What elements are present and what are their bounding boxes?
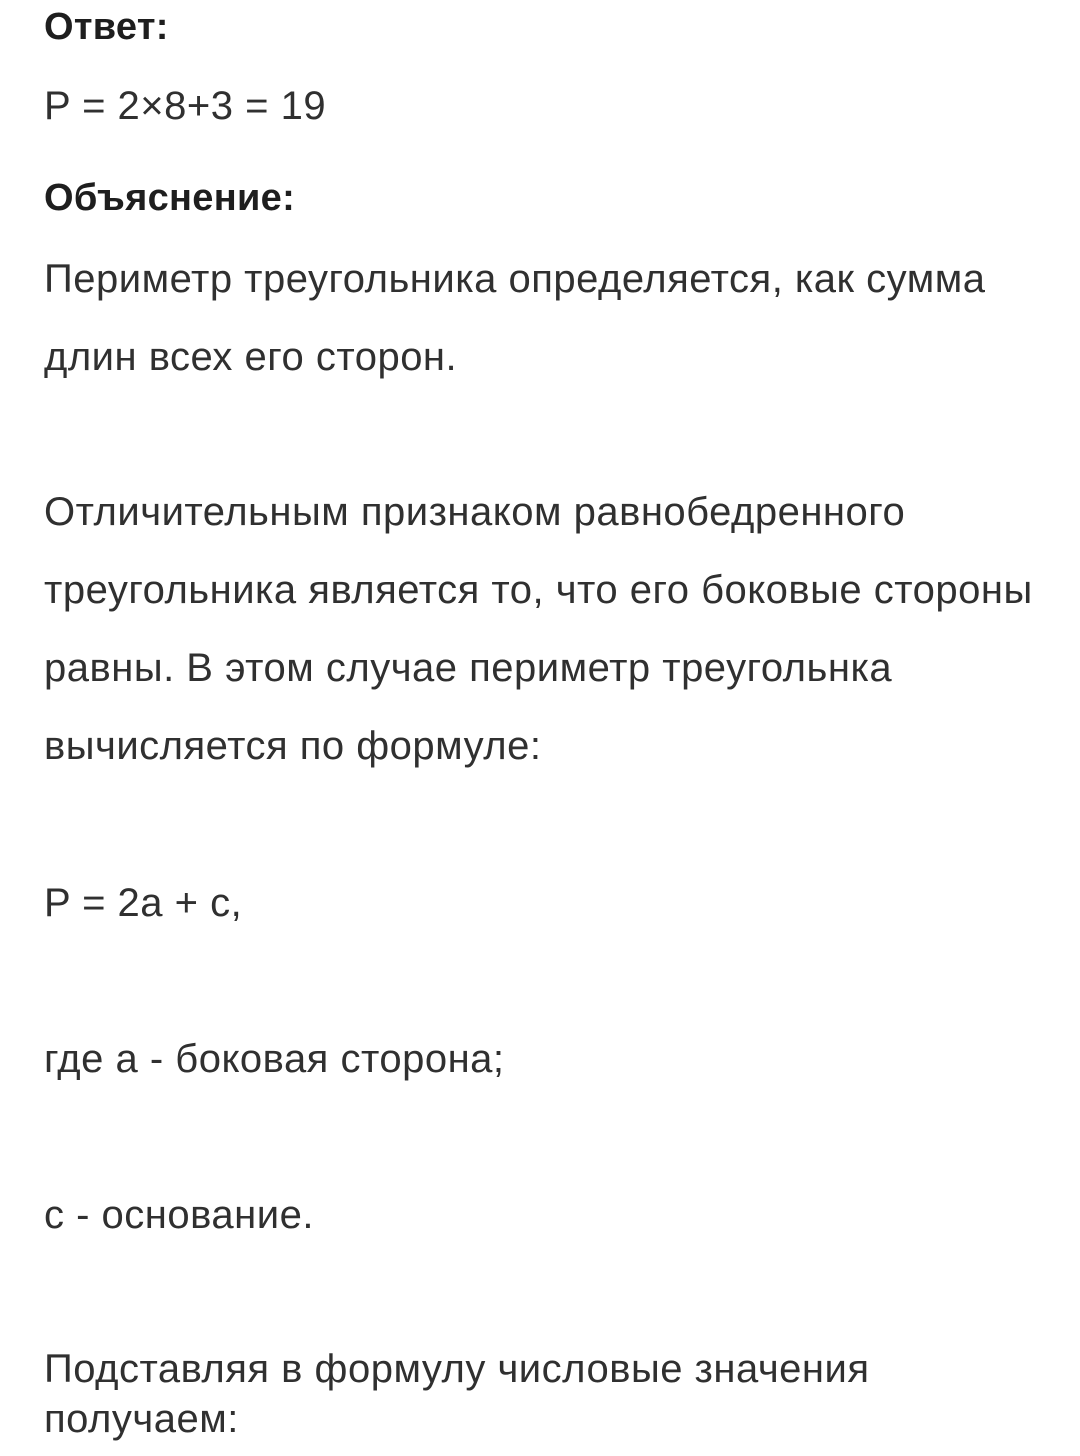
explanation-heading: Объяснение: bbox=[44, 177, 296, 219]
explanation-paragraph-2: Отличительным признаком равнобедренного треугольника является то, что его боковые стороны равны. В этом случае периметр треугольнка вычисляется по формуле: bbox=[44, 490, 1033, 768]
formula: P = 2a + c, bbox=[44, 881, 243, 925]
definition-c: c - основание. bbox=[44, 1193, 314, 1237]
explanation-paragraph-1: Периметр треугольника определяется, как сумма длин всех его сторон. bbox=[44, 257, 986, 379]
conclusion: Подставляя в формулу числовые значения получаем: bbox=[44, 1347, 870, 1441]
answer-heading: Ответ: bbox=[44, 6, 169, 48]
answer-result: P = 2×8+3 = 19 bbox=[44, 84, 327, 128]
definition-a: где a - боковая сторона; bbox=[44, 1037, 505, 1081]
